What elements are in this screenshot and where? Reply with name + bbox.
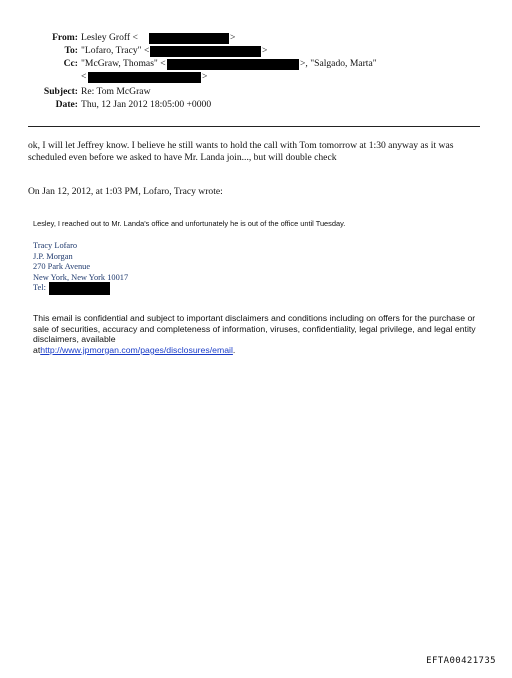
to-end: > <box>262 45 268 56</box>
subject-label: Subject: <box>43 86 78 97</box>
disclaimer-text: This email is confidential and subject to important disclaimers and conditions including on offers for the purchase or sale of securities, accuracy and completeness of information, viruses, confidentiality, legal privilege, and legal entity disclaimers, available <box>33 313 476 345</box>
disclaimer <box>33 313 485 355</box>
cc-line2-end: > <box>202 71 208 82</box>
quoted-body: Lesley, I reached out to Mr. Landa's office and unfortunately he is out of the office until Tuesday. <box>33 219 346 228</box>
cc-value: "McGraw, Thomas" < <box>81 58 166 69</box>
disclaimer-end: . <box>232 344 236 355</box>
redaction-block <box>167 59 299 70</box>
disclaimer-at: at <box>33 344 41 355</box>
quote-attribution: On Jan 12, 2012, at 1:03 PM, Lofaro, Tracy wrote: <box>28 186 223 197</box>
date-row <box>0 99 512 111</box>
message-body: ok, I will let Jeffrey know. I believe he still wants to hold the call with Tom tomorrow at 1:30 anyway as it was scheduled even before we asked to have Mr. Landa join..., but will double check <box>28 140 454 163</box>
redaction-block <box>88 72 201 83</box>
signature-tel-row <box>33 283 128 294</box>
subject-row <box>0 86 512 98</box>
signature-block <box>33 241 128 294</box>
signature-name: Tracy Lofaro <box>33 241 78 250</box>
to-label: To: <box>64 45 78 56</box>
from-label: From: <box>52 32 78 43</box>
subject-value: Re: Tom McGraw <box>81 86 151 97</box>
disclaimer-link[interactable]: http://www.jpmorgan.com/pages/disclosures/email <box>40 344 233 355</box>
from-value: Lesley Groff < <box>81 32 138 43</box>
signature-tel-label: Tel: <box>33 283 46 293</box>
date-label: Date: <box>55 99 78 110</box>
header-divider <box>28 126 480 127</box>
document-id: EFTA00421735 <box>426 656 496 666</box>
cc-row <box>0 58 512 70</box>
cc-line2-start: < <box>81 71 87 82</box>
to-row <box>0 45 512 57</box>
cc-row-continued <box>0 71 512 83</box>
redaction-block <box>149 33 229 44</box>
from-row <box>0 32 512 44</box>
redaction-block <box>49 282 110 295</box>
signature-street: 270 Park Avenue <box>33 262 91 272</box>
cc-end: >, "Salgado, Marta" <box>300 58 377 69</box>
from-end: > <box>230 32 236 43</box>
date-value: Thu, 12 Jan 2012 18:05:00 +0000 <box>81 99 212 110</box>
to-value: "Lofaro, Tracy" < <box>81 45 150 56</box>
cc-label: Cc: <box>63 58 78 69</box>
signature-city: New York, New York 10017 <box>33 272 129 282</box>
signature-company: J.P. Morgan <box>33 251 73 261</box>
redaction-block <box>150 46 261 57</box>
